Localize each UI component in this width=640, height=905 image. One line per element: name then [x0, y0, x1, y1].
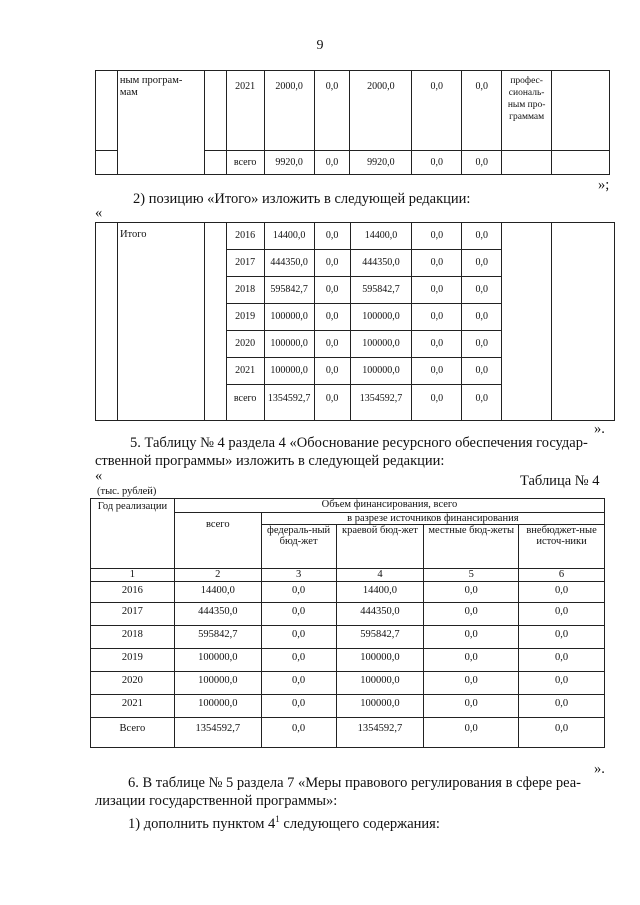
- year-cell: 2020: [226, 331, 264, 358]
- year-cell: 2018: [226, 277, 264, 304]
- year-cell: всего: [226, 151, 264, 175]
- local-cell: 0,0: [412, 223, 462, 250]
- table-row: [91, 626, 605, 649]
- extra-cell: 0,0: [519, 649, 605, 672]
- total-cell: 444350,0: [264, 250, 314, 277]
- item-6-sub-sup: 1: [275, 814, 280, 824]
- year-cell: 2020: [91, 672, 175, 695]
- local-cell: 0,0: [412, 385, 462, 421]
- regional-cell: 444350,0: [350, 250, 412, 277]
- year-cell: 2021: [226, 358, 264, 385]
- local-cell: 0,0: [412, 250, 462, 277]
- header-volume: Объем финансирования, всего: [174, 499, 604, 513]
- regional-cell: 2000,0: [350, 71, 412, 151]
- total-cell: 100000,0: [174, 672, 261, 695]
- fed-cell: 0,0: [314, 385, 350, 421]
- table-row: [91, 649, 605, 672]
- col-number: 2: [174, 569, 261, 582]
- page-number: 9: [316, 38, 324, 53]
- total-cell: 14400,0: [264, 223, 314, 250]
- regional-cell: 100000,0: [336, 695, 424, 718]
- fed-cell: 0,0: [261, 582, 336, 603]
- regional-cell: 595842,7: [350, 277, 412, 304]
- local-cell: 0,0: [424, 718, 519, 748]
- extra-cell: 0,0: [462, 71, 502, 151]
- fed-cell: 0,0: [261, 626, 336, 649]
- header-regional: краевой бюд-жет: [336, 525, 424, 569]
- regional-cell: 595842,7: [336, 626, 424, 649]
- fed-cell: 0,0: [261, 672, 336, 695]
- fed-cell: 0,0: [314, 151, 350, 175]
- closing-quote: »;: [598, 177, 610, 193]
- year-cell: 2017: [226, 250, 264, 277]
- header-federal: федераль-ный бюд-жет: [261, 525, 336, 569]
- regional-cell: 1354592,7: [336, 718, 424, 748]
- program-label-line1: ным програм-: [119, 75, 183, 86]
- itogo-table: [95, 222, 615, 421]
- item-6-subitem: [128, 810, 440, 834]
- closing-quote: ».: [594, 421, 605, 437]
- extra-cell: 0,0: [519, 603, 605, 626]
- note-line: ным про-: [507, 100, 546, 110]
- year-cell: 2019: [226, 304, 264, 331]
- extra-cell: 0,0: [519, 626, 605, 649]
- regional-cell: 100000,0: [350, 331, 412, 358]
- fed-cell: 0,0: [261, 695, 336, 718]
- item-6-sub-post: следующего содержания:: [279, 815, 440, 832]
- year-cell: 2021: [226, 71, 264, 151]
- regional-cell: 14400,0: [350, 223, 412, 250]
- extra-cell: 0,0: [462, 304, 502, 331]
- fed-cell: 0,0: [314, 331, 350, 358]
- table-row: [91, 695, 605, 718]
- table-row: [91, 582, 605, 603]
- regional-cell: 9920,0: [350, 151, 412, 175]
- item-5-line2: ственной программы» изложить в следующей редакции:: [95, 453, 445, 469]
- regional-cell: 100000,0: [350, 304, 412, 331]
- regional-cell: 14400,0: [336, 582, 424, 603]
- total-cell: 14400,0: [174, 582, 261, 603]
- fed-cell: 0,0: [314, 304, 350, 331]
- local-cell: 0,0: [424, 695, 519, 718]
- local-cell: 0,0: [424, 672, 519, 695]
- total-cell: 1354592,7: [174, 718, 261, 748]
- note-line: граммам: [509, 112, 545, 122]
- local-cell: 0,0: [412, 151, 462, 175]
- year-cell: 2017: [91, 603, 175, 626]
- table-row: [91, 718, 605, 748]
- total-cell: 100000,0: [264, 304, 314, 331]
- header-total: всего: [174, 513, 261, 569]
- col-number: 1: [91, 569, 175, 582]
- regional-cell: 100000,0: [336, 672, 424, 695]
- year-cell: 2019: [91, 649, 175, 672]
- extra-cell: 0,0: [519, 695, 605, 718]
- total-cell: 100000,0: [264, 331, 314, 358]
- extra-cell: 0,0: [462, 151, 502, 175]
- local-cell: 0,0: [424, 603, 519, 626]
- fed-cell: 0,0: [314, 358, 350, 385]
- item-6-line2: лизации государственной программы»:: [95, 793, 338, 809]
- program-label-line2: мам: [119, 87, 138, 98]
- itogo-label: Итого: [117, 223, 204, 421]
- regional-cell: 1354592,7: [350, 385, 412, 421]
- total-cell: 9920,0: [264, 151, 314, 175]
- item-6-sub-pre: 1) дополнить пунктом 4: [128, 815, 276, 832]
- closing-quote: ».: [594, 761, 605, 777]
- local-cell: 0,0: [424, 582, 519, 603]
- open-quote: «: [95, 205, 103, 221]
- total-cell: 595842,7: [174, 626, 261, 649]
- extra-cell: 0,0: [519, 718, 605, 748]
- total-cell: 444350,0: [174, 603, 261, 626]
- extra-cell: 0,0: [462, 385, 502, 421]
- year-cell: Всего: [91, 718, 175, 748]
- local-cell: 0,0: [412, 71, 462, 151]
- extra-cell: 0,0: [462, 277, 502, 304]
- regional-cell: 100000,0: [350, 358, 412, 385]
- fed-cell: 0,0: [314, 250, 350, 277]
- col-number: 5: [424, 569, 519, 582]
- table-4-caption: Таблица № 4: [520, 473, 600, 489]
- item-6-line1: 6. В таблице № 5 раздела 7 «Меры правового регулирования в сфере реа-: [128, 775, 581, 791]
- header-year: Год реализации: [91, 499, 175, 569]
- year-cell: 2016: [226, 223, 264, 250]
- table-row: [91, 603, 605, 626]
- year-cell: 2018: [91, 626, 175, 649]
- regional-cell: 444350,0: [336, 603, 424, 626]
- item-5-line1: 5. Таблицу № 4 раздела 4 «Обоснование ресурсного обеспечения государ-: [130, 435, 588, 451]
- col-number: 3: [261, 569, 336, 582]
- table-row: [91, 672, 605, 695]
- col-number: 6: [519, 569, 605, 582]
- total-cell: 100000,0: [174, 695, 261, 718]
- col-number: 4: [336, 569, 424, 582]
- local-cell: 0,0: [412, 304, 462, 331]
- fed-cell: 0,0: [314, 277, 350, 304]
- note-line: профес-: [510, 76, 543, 86]
- extra-cell: 0,0: [462, 223, 502, 250]
- top-table: [95, 70, 610, 175]
- open-quote: «: [95, 468, 103, 484]
- total-cell: 595842,7: [264, 277, 314, 304]
- local-cell: 0,0: [424, 649, 519, 672]
- fed-cell: 0,0: [261, 649, 336, 672]
- header-sources: в разрезе источников финансирования: [261, 513, 604, 525]
- fed-cell: 0,0: [314, 71, 350, 151]
- table-4: [90, 498, 605, 748]
- extra-cell: 0,0: [462, 358, 502, 385]
- year-cell: 2016: [91, 582, 175, 603]
- note-line: сиональ-: [508, 88, 545, 98]
- extra-cell: 0,0: [462, 331, 502, 358]
- item-2-text: 2) позицию «Итого» изложить в следующей редакции:: [133, 191, 471, 207]
- fed-cell: 0,0: [314, 223, 350, 250]
- units-label: (тыс. рублей): [97, 486, 157, 497]
- total-cell: 1354592,7: [264, 385, 314, 421]
- fed-cell: 0,0: [261, 603, 336, 626]
- extra-cell: 0,0: [519, 582, 605, 603]
- total-cell: 2000,0: [264, 71, 314, 151]
- total-cell: 100000,0: [174, 649, 261, 672]
- header-extra: внебюджет-ные источ-ники: [519, 525, 605, 569]
- header-local: местные бюд-жеты: [424, 525, 519, 569]
- extra-cell: 0,0: [462, 250, 502, 277]
- local-cell: 0,0: [424, 626, 519, 649]
- local-cell: 0,0: [412, 358, 462, 385]
- total-cell: 100000,0: [264, 358, 314, 385]
- local-cell: 0,0: [412, 331, 462, 358]
- year-cell: 2021: [91, 695, 175, 718]
- regional-cell: 100000,0: [336, 649, 424, 672]
- local-cell: 0,0: [412, 277, 462, 304]
- fed-cell: 0,0: [261, 718, 336, 748]
- extra-cell: 0,0: [519, 672, 605, 695]
- year-cell: всего: [226, 385, 264, 421]
